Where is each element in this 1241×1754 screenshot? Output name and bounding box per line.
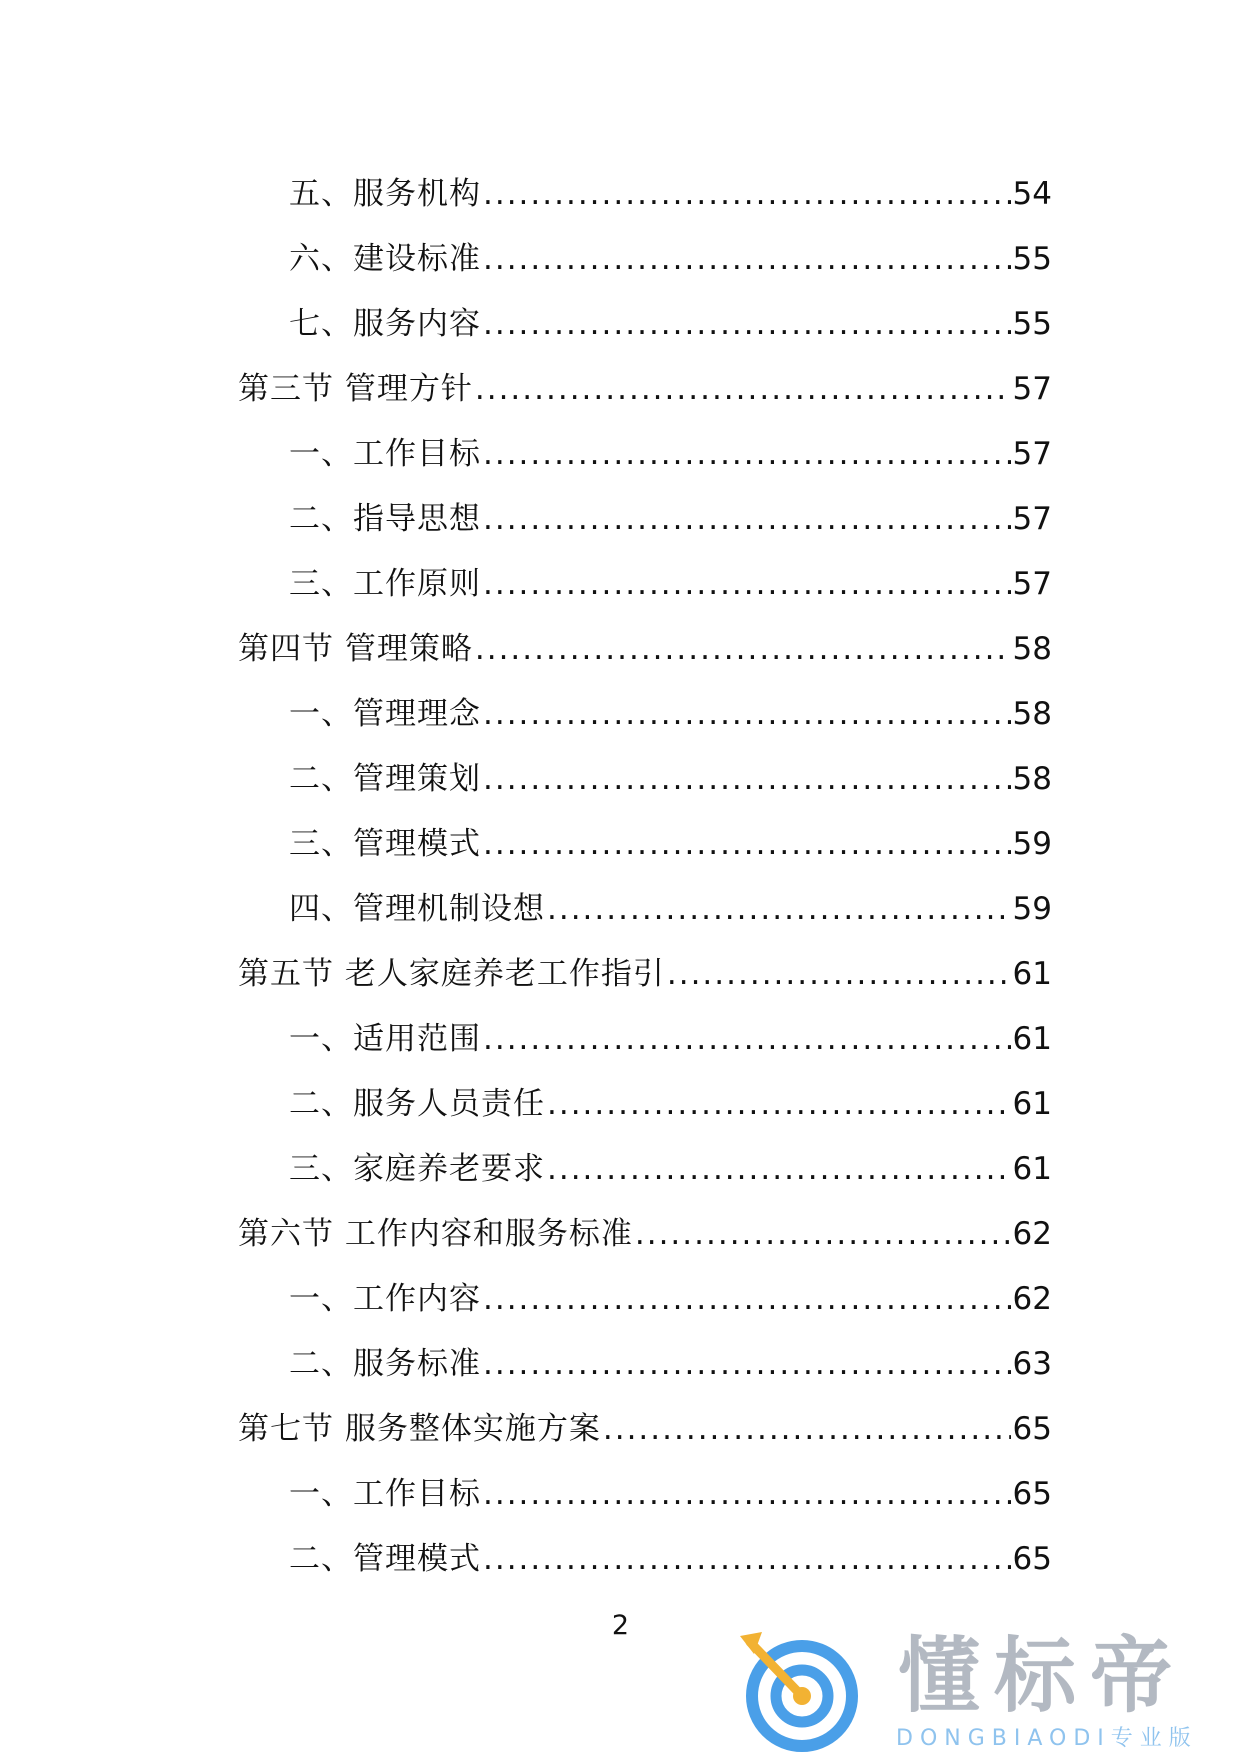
toc-dot-leader — [483, 1462, 1011, 1527]
toc-entry-title: 三、工作原则 — [289, 566, 481, 602]
table-of-contents — [238, 162, 1052, 1592]
watermark — [740, 1630, 1230, 1754]
watermark-subtitle: DONGBIAODI专业版 — [896, 1726, 1198, 1751]
toc-dot-leader — [547, 877, 1011, 942]
toc-entry-title: 第七节 服务整体实施方案 — [238, 1411, 601, 1447]
toc-dot-leader — [475, 357, 1011, 422]
toc-dot-leader — [483, 292, 1011, 357]
toc-dot-leader — [635, 1202, 1011, 1267]
toc-dot-leader — [483, 227, 1011, 292]
target-logo-icon — [740, 1630, 860, 1754]
toc-entry-title: 第六节 工作内容和服务标准 — [238, 1216, 633, 1252]
toc-entry[interactable] — [238, 357, 1052, 422]
toc-entry-page-number: 65 — [1012, 1476, 1052, 1512]
toc-entry[interactable] — [238, 1007, 1052, 1072]
toc-entry-title: 一、工作内容 — [289, 1281, 481, 1317]
toc-entry-title: 七、服务内容 — [289, 306, 481, 342]
toc-entry[interactable] — [238, 812, 1052, 877]
watermark-brand-name: 懂标帝 — [898, 1629, 1187, 1724]
toc-dot-leader — [483, 682, 1011, 747]
toc-entry-title: 五、服务机构 — [289, 176, 481, 212]
toc-entry[interactable] — [238, 682, 1052, 747]
toc-entry-title: 三、管理模式 — [289, 826, 481, 862]
toc-dot-leader — [667, 942, 1011, 1007]
toc-entry-title: 第四节 管理策略 — [238, 631, 473, 667]
toc-entry[interactable] — [238, 1527, 1052, 1592]
toc-dot-leader — [483, 812, 1011, 877]
toc-entry[interactable] — [238, 552, 1052, 617]
toc-entry-title: 二、服务人员责任 — [289, 1086, 545, 1122]
toc-entry-title: 二、指导思想 — [289, 501, 481, 537]
toc-entry-page-number: 57 — [1012, 501, 1052, 537]
toc-entry-title: 二、管理模式 — [289, 1541, 481, 1577]
toc-entry-page-number: 62 — [1012, 1216, 1052, 1252]
toc-entry-page-number: 65 — [1012, 1411, 1052, 1447]
toc-entry-page-number: 58 — [1012, 696, 1052, 732]
toc-entry[interactable] — [238, 162, 1052, 227]
toc-entry-page-number: 57 — [1012, 566, 1052, 602]
toc-entry-page-number: 57 — [1012, 371, 1052, 407]
toc-entry-page-number: 55 — [1012, 241, 1052, 277]
toc-entry[interactable] — [238, 227, 1052, 292]
toc-entry-title: 二、管理策划 — [289, 761, 481, 797]
toc-dot-leader — [547, 1137, 1011, 1202]
toc-entry[interactable] — [238, 617, 1052, 682]
toc-entry[interactable] — [238, 1137, 1052, 1202]
toc-entry-title: 一、工作目标 — [289, 1476, 481, 1512]
toc-entry[interactable] — [238, 292, 1052, 357]
toc-dot-leader — [483, 1267, 1011, 1332]
toc-entry[interactable] — [238, 942, 1052, 1007]
toc-dot-leader — [475, 617, 1011, 682]
toc-entry-page-number: 62 — [1012, 1281, 1052, 1317]
toc-entry-page-number: 58 — [1012, 761, 1052, 797]
toc-entry-title: 二、服务标准 — [289, 1346, 481, 1382]
toc-entry[interactable] — [238, 877, 1052, 942]
toc-entry-page-number: 61 — [1012, 1086, 1052, 1122]
toc-entry[interactable] — [238, 487, 1052, 552]
toc-entry-title: 一、工作目标 — [289, 436, 481, 472]
toc-entry[interactable] — [238, 1267, 1052, 1332]
toc-dot-leader — [483, 1332, 1011, 1397]
toc-entry[interactable] — [238, 1072, 1052, 1137]
toc-entry-page-number: 65 — [1012, 1541, 1052, 1577]
toc-entry[interactable] — [238, 422, 1052, 487]
toc-dot-leader — [603, 1397, 1011, 1462]
toc-entry-title: 三、家庭养老要求 — [289, 1151, 545, 1187]
toc-dot-leader — [483, 162, 1011, 227]
toc-dot-leader — [483, 1527, 1011, 1592]
toc-entry[interactable] — [238, 1332, 1052, 1397]
page-number: 2 — [611, 1610, 630, 1641]
toc-entry-title: 六、建设标准 — [289, 241, 481, 277]
toc-entry-page-number: 59 — [1012, 891, 1052, 927]
toc-entry[interactable] — [238, 1397, 1052, 1462]
toc-dot-leader — [483, 487, 1011, 552]
toc-entry-title: 第三节 管理方针 — [238, 371, 473, 407]
toc-dot-leader — [547, 1072, 1011, 1137]
toc-entry-page-number: 58 — [1012, 631, 1052, 667]
toc-entry[interactable] — [238, 747, 1052, 812]
toc-entry-page-number: 61 — [1012, 956, 1052, 992]
toc-entry-page-number: 63 — [1012, 1346, 1052, 1382]
toc-entry-page-number: 61 — [1012, 1021, 1052, 1057]
toc-entry-page-number: 55 — [1012, 306, 1052, 342]
toc-entry-title: 四、管理机制设想 — [289, 891, 545, 927]
toc-entry-page-number: 61 — [1012, 1151, 1052, 1187]
toc-entry[interactable] — [238, 1202, 1052, 1267]
toc-dot-leader — [483, 422, 1011, 487]
toc-dot-leader — [483, 747, 1011, 812]
toc-entry-title: 一、管理理念 — [289, 696, 481, 732]
toc-dot-leader — [483, 552, 1011, 617]
toc-entry-page-number: 59 — [1012, 826, 1052, 862]
toc-dot-leader — [483, 1007, 1011, 1072]
toc-entry[interactable] — [238, 1462, 1052, 1527]
toc-entry-page-number: 57 — [1012, 436, 1052, 472]
toc-entry-title: 一、适用范围 — [289, 1021, 481, 1057]
toc-entry-title: 第五节 老人家庭养老工作指引 — [238, 956, 665, 992]
toc-entry-page-number: 54 — [1012, 176, 1052, 212]
